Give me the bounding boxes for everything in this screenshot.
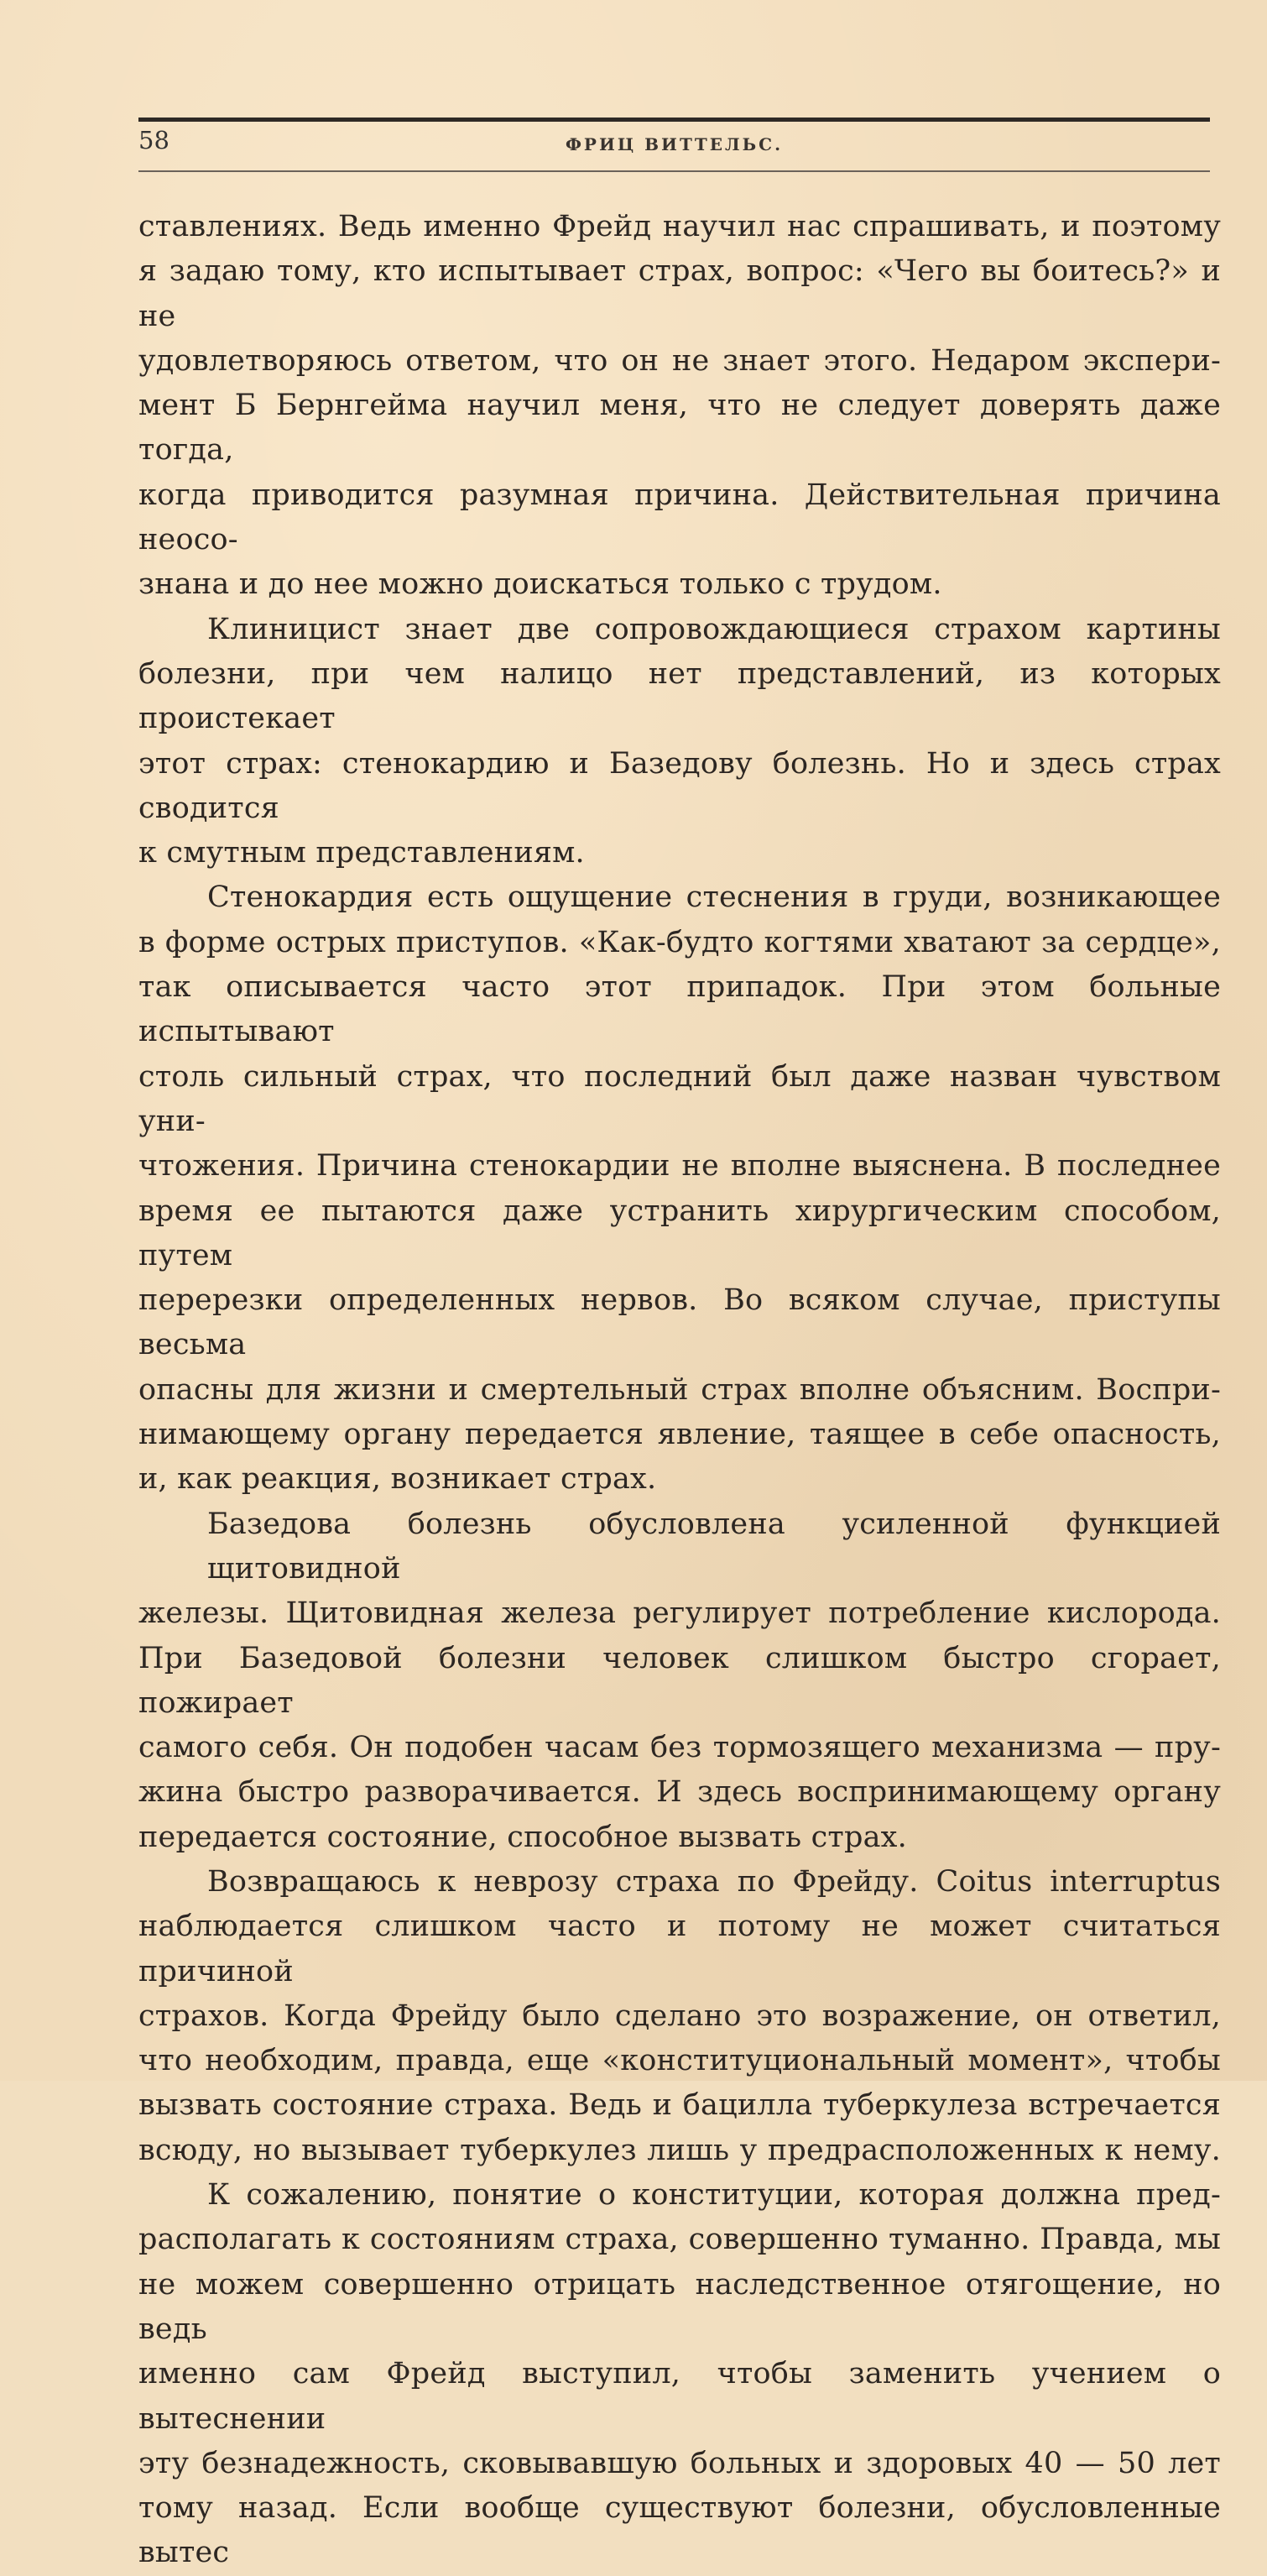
text-line: располагать к состояниям страха, совершенно туманно. Правда, мы bbox=[138, 2223, 1221, 2257]
text-line: этот страх: стенокардию и Базедову болезнь. Но и здесь страх сводится bbox=[138, 746, 1221, 825]
text-line: вызвать состояние страха. Ведь и бацилла туберкулеза встречается bbox=[138, 2088, 1221, 2123]
text-line: железы. Щитовидная железа регулирует потребление кислорода. bbox=[138, 1596, 1221, 1631]
text-line: перерезки определенных нервов. Во всяком случае, приступы весьма bbox=[138, 1283, 1221, 1362]
text-line: столь сильный страх, что последний был даже назван чувством уни- bbox=[138, 1059, 1221, 1138]
page-header bbox=[138, 126, 1210, 163]
header-top-rule bbox=[138, 118, 1210, 122]
text-line: опасны для жизни и смертельный страх вполне объясним. Воспри- bbox=[138, 1372, 1221, 1407]
text-line: удовлетворяюсь ответом, что он не знает этого. Недаром экспери- bbox=[138, 343, 1221, 378]
text-line: Стенокардия есть ощущение стеснения в груди, возникающее bbox=[207, 880, 1221, 915]
text-line: тому назад. Если вообще существуют болезни, обусловленные вытес bbox=[138, 2491, 1221, 2570]
text-line: в форме острых приступов. «Как-будто когтями хватают за сердце», bbox=[138, 925, 1221, 959]
text-line: К сожалению, понятие о конституции, которая должна пред- bbox=[207, 2178, 1221, 2213]
text-line: передается состояние, способное вызвать страх. bbox=[138, 1820, 907, 1854]
body-text bbox=[138, 205, 1221, 2576]
text-line: нимающему органу передается явление, таящее в себе опасность, bbox=[138, 1418, 1221, 1452]
text-line: не можем совершенно отрицать наследственное отягощение, но ведь bbox=[138, 2267, 1221, 2346]
text-line: чтожения. Причина стенокардии не вполне выяснена. В последнее bbox=[138, 1149, 1221, 1183]
text-line: Клиницист знает две сопровождающиеся страхом картины bbox=[207, 612, 1221, 646]
text-line: самого себя. Он подобен часам без тормозящего механизма — пру- bbox=[138, 1731, 1221, 1765]
text-line: и, как реакция, возникает страх. bbox=[138, 1462, 657, 1497]
text-line: когда приводится разумная причина. Действительная причина неосо- bbox=[138, 478, 1221, 557]
text-line: к смутным представлениям. bbox=[138, 836, 585, 870]
text-line: наблюдается слишком часто и потому не может считаться причиной bbox=[138, 1910, 1221, 1988]
text-line: именно сам Фрейд выступил, чтобы заменить учением о вытеснении bbox=[138, 2357, 1221, 2436]
text-line: ставлениях. Ведь именно Фрейд научил нас спрашивать, и поэтому bbox=[138, 210, 1221, 243]
text-line: жина быстро разворачивается. И здесь воспринимающему органу bbox=[138, 1775, 1221, 1810]
header-bottom-rule bbox=[138, 170, 1210, 172]
text-line: так описывается часто этот припадок. При этом больные испытывают bbox=[138, 970, 1221, 1049]
text-line: время ее пытаются даже устранить хирургическим способом, путем bbox=[138, 1194, 1221, 1272]
text-line: Базедова болезнь обусловлена усиленной функцией щитовидной bbox=[207, 1507, 1221, 1586]
text-line: Возвращаюсь к неврозу страха по Фрейду. Coitus interruptus bbox=[207, 1864, 1221, 1899]
page-number: 58 bbox=[138, 126, 169, 154]
text-line: что необходим, правда, еще «конституциональный момент», чтобы bbox=[138, 2044, 1221, 2078]
text-line: эту безнадежность, сковывавшую больных и здоровых 40 — 50 лет bbox=[138, 2446, 1221, 2480]
running-head: ФРИЦ ВИТТЕЛЬС. bbox=[565, 134, 784, 154]
text-line: При Базедовой болезни человек слишком быстро сгорает, пожирает bbox=[138, 1641, 1221, 1720]
text-line: знана и до нее можно доискаться только с трудом. bbox=[138, 567, 942, 602]
text-line: болезни, при чем налицо нет представлений, из которых проистекает bbox=[138, 656, 1221, 736]
text-line: я задаю тому, кто испытывает страх, вопрос: «Чего вы боитесь?» и не bbox=[138, 254, 1221, 333]
text-line: всюду, но вызывает туберкулез лишь у предрасположенных к нему. bbox=[138, 2133, 1221, 2167]
text-line: страхов. Когда Фрейду было сделано это возражение, он ответил, bbox=[138, 1999, 1221, 2033]
text-line: мент Б Бернгейма научил меня, что не следует доверять даже тогда, bbox=[138, 389, 1221, 468]
